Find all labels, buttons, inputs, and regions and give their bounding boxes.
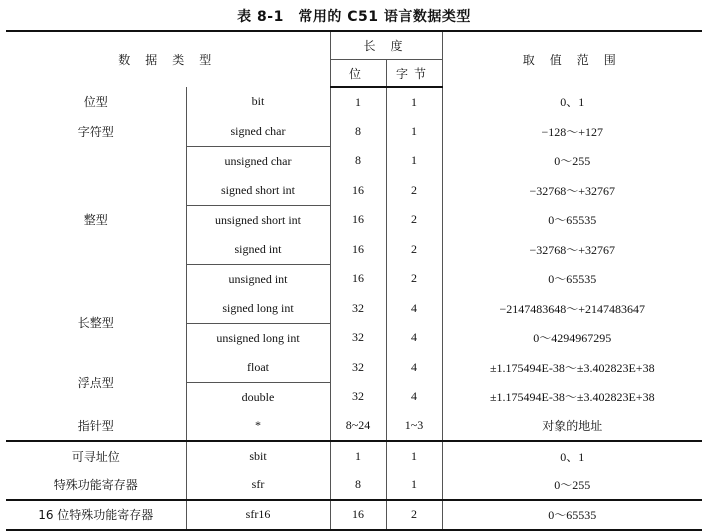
range-value: −32768～+32767 bbox=[442, 176, 702, 206]
table-row bbox=[6, 117, 702, 147]
table-row bbox=[6, 441, 702, 471]
bits-value: 32 bbox=[330, 323, 386, 353]
bits-value: 8~24 bbox=[330, 412, 386, 442]
bytes-value: 4 bbox=[386, 353, 442, 383]
table-caption: 表 8-1 常用的 C51 语言数据类型 bbox=[237, 9, 471, 25]
type-name: double bbox=[186, 382, 330, 412]
special-type: 16 位特殊功能寄存器 bbox=[6, 500, 186, 530]
bytes-value: 4 bbox=[386, 323, 442, 353]
bytes-value: 2 bbox=[386, 264, 442, 294]
bytes-value: 1 bbox=[386, 117, 442, 147]
range-value: −128～+127 bbox=[442, 117, 702, 147]
type-name: sfr bbox=[251, 477, 265, 492]
type-name: signed long int bbox=[222, 300, 294, 315]
type-name: bit bbox=[251, 94, 265, 109]
bits-value: 16 bbox=[330, 500, 386, 530]
range-value: 0～65535 bbox=[442, 500, 702, 530]
header-byte: 字节 bbox=[386, 60, 442, 88]
bits-value: 16 bbox=[330, 235, 386, 265]
range-value: 0～65535 bbox=[442, 264, 702, 294]
special-type: 可寻址位 bbox=[6, 441, 186, 471]
type-name: signed short int bbox=[221, 182, 295, 197]
table-row bbox=[6, 471, 702, 501]
group-long-type: 长整型 bbox=[6, 264, 186, 353]
range-value: 0～255 bbox=[442, 146, 702, 176]
bits-value: 8 bbox=[330, 471, 386, 501]
type-name: unsigned char bbox=[186, 146, 330, 176]
range-value: 0、1 bbox=[442, 87, 702, 117]
table-row bbox=[6, 500, 702, 530]
bits-value: 32 bbox=[330, 353, 386, 383]
table-row bbox=[6, 412, 702, 442]
table-row bbox=[6, 264, 702, 294]
bytes-value: 1 bbox=[386, 471, 442, 501]
header-row bbox=[6, 31, 702, 60]
c51-data-types-table bbox=[6, 30, 702, 531]
bits-value: 32 bbox=[330, 382, 386, 412]
type-name: signed int bbox=[234, 241, 282, 256]
bytes-value: 1 bbox=[386, 146, 442, 176]
bits-value: 16 bbox=[330, 264, 386, 294]
range-value: ±1.175494E-38～±3.402823E+38 bbox=[442, 382, 702, 412]
header-data-type: 数 据 类 型 bbox=[6, 31, 330, 87]
bytes-value: 2 bbox=[386, 500, 442, 530]
bits-value: 1 bbox=[330, 87, 386, 117]
header-length: 长 度 bbox=[330, 31, 442, 60]
bits-value: 8 bbox=[330, 117, 386, 147]
bytes-value: 1 bbox=[386, 87, 442, 117]
bytes-value: 2 bbox=[386, 205, 442, 235]
bytes-value: 1~3 bbox=[386, 412, 442, 442]
range-value: 0～4294967295 bbox=[442, 323, 702, 353]
range-value: −2147483648～+2147483647 bbox=[442, 294, 702, 324]
group-char-type: 字符型 bbox=[6, 117, 186, 176]
range-value: ±1.175494E-38～±3.402823E+38 bbox=[442, 353, 702, 383]
table-row bbox=[6, 176, 702, 206]
table-row bbox=[6, 353, 702, 383]
type-name: unsigned long int bbox=[186, 323, 330, 353]
group-int-type: 整型 bbox=[6, 176, 186, 265]
range-value: 0～65535 bbox=[442, 205, 702, 235]
special-type: 特殊功能寄存器 bbox=[6, 471, 186, 501]
range-value: 0、1 bbox=[442, 441, 702, 471]
bits-value: 16 bbox=[330, 205, 386, 235]
table-row bbox=[6, 87, 702, 117]
type-name: unsigned int bbox=[186, 264, 330, 294]
header-bit: 位 bbox=[330, 60, 386, 88]
type-name: unsigned short int bbox=[186, 205, 330, 235]
bytes-value: 4 bbox=[386, 382, 442, 412]
bits-value: 32 bbox=[330, 294, 386, 324]
bits-value: 1 bbox=[330, 441, 386, 471]
bits-value: 16 bbox=[330, 176, 386, 206]
type-name: signed char bbox=[230, 123, 286, 138]
type-name: sbit bbox=[186, 441, 330, 471]
header-range: 取 值 范 围 bbox=[442, 31, 702, 87]
range-value: 对象的地址 bbox=[442, 412, 702, 442]
bits-value: 8 bbox=[330, 146, 386, 176]
range-value: −32768～+32767 bbox=[442, 235, 702, 265]
range-value: 0～255 bbox=[442, 471, 702, 501]
group-bit-type: 位型 bbox=[6, 87, 186, 117]
type-name: * bbox=[255, 418, 261, 433]
bytes-value: 2 bbox=[386, 176, 442, 206]
bytes-value: 4 bbox=[386, 294, 442, 324]
group-pointer-type: 指针型 bbox=[6, 412, 186, 442]
bytes-value: 2 bbox=[386, 235, 442, 265]
type-name: sfr16 bbox=[186, 500, 330, 530]
type-name: float bbox=[247, 359, 269, 374]
bytes-value: 1 bbox=[386, 441, 442, 471]
group-float-type: 浮点型 bbox=[6, 353, 186, 412]
